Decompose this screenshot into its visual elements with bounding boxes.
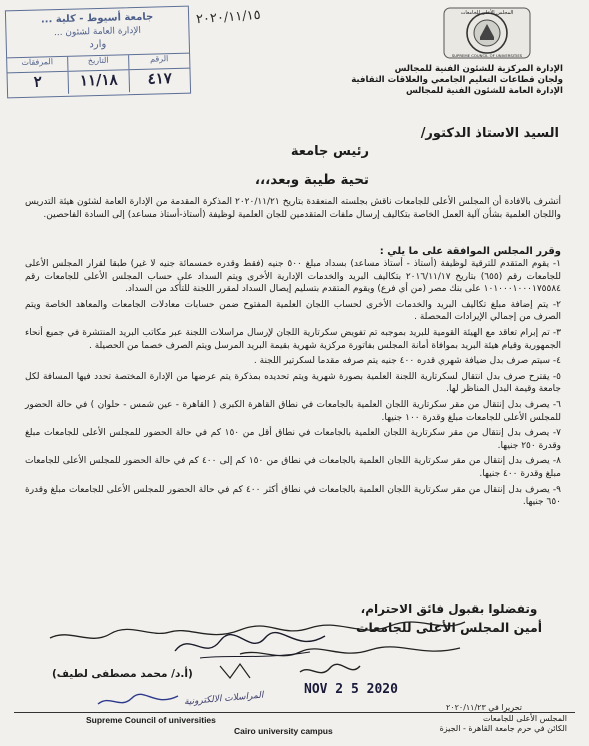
decision-list <box>25 258 561 512</box>
stamp-line-1: جامعة أسيوط - كلية ... <box>40 11 154 26</box>
list-item: ١- يقوم المتقدم للترقية لوظيفة (أستاذ - أستاذ مساعد) بسداد مبلغ ٥٠٠ جنيه (فقط وقدره خمسمائة جنيه لا غير) طبقا لقرار المجلس الأعلى للجامعات رقم (٦٥٥) بتاريخ ٢٠١٦/١١/١٧ بتكاليف البريد والخدمات الإدارية الأخرى ويتم السداد على حساب المجلس الأعلى للجامعات رقم ١٠١٠٠٠١٠٠٠١٧٥٥٨٤ على بنك مصر (من أي فرع) ويقوم المتقدم بتسليم إيصال السداد لمقرر اللجنة للتأكد من السداد. <box>25 259 562 295</box>
decision-heading: وقرر المجلس الموافقة على ما يلي : <box>379 246 561 257</box>
stamp-value-attachments: ٢ <box>33 72 43 91</box>
list-item: ٦- يصرف بدل إنتقال من مقر سكرتارية اللجان العلمية بالجامعات في نطاق القاهرة الكبرى ( القاهرة - عين شمس - حلوان ) في حالة الحضور للمجلس الأعلى للجامعات مبلغ وقدرة ١٠٠ جنيها. <box>25 399 561 423</box>
written-on-date: تحريرا في ٢٠٢٠/١١/٢٣ <box>446 703 523 712</box>
stamp-header-attachments: المرفقات <box>21 57 54 68</box>
stamp-header-date: التاريخ <box>67 55 128 71</box>
greeting: تحية طيبة وبعد،،، <box>254 172 369 188</box>
stamp-line-2: الإدارة العامة لشئون ... <box>53 25 142 39</box>
stamp-values <box>8 69 191 96</box>
stamp-header-number: الرقم <box>128 54 189 70</box>
logo-text-ar: المجلس الأعلى للجامعات <box>460 10 514 16</box>
list-item: ٧- يصرف بدل إنتقال من مقر سكرتارية اللجان العلمية بالجامعات في نطاق أقل من ١٥٠ كم في حالة الحضور للمجلس الأعلى للجامعات مبلغ وقدرة ٢٥٠ جنيها. <box>25 428 561 451</box>
org-line-3: الإدارة العامة للشئون الفنية للمجالس <box>405 86 563 96</box>
intro-paragraph: أتشرف بالافادة أن المجلس الأعلى للجامعات ناقش بجلسته المنعقدة بتاريخ ٢٠٢٠/١١/٢١ المذكرة المقدمة من الإدارة العامة لشئون هيئة التدريس واللجان العلمية بشأن آلية العمل الخاصة بتكاليف إرسال ملفات المتقدمين للجان العلمية لوظيفة (أستاذ-أستاذ مساعد) إلى السادة الفاحصين. <box>25 197 562 220</box>
stamp-value-number: ٤١٧ <box>128 69 190 93</box>
list-item: ٢- يتم إضافة مبلغ تكاليف البريد والخدمات الأخرى لحساب اللجان العلمية المفتوح ضمن حسابات معادلات الجامعات والمعاهد الخاصة ويتم الصرف من إجمالي الإيرادات المحصلة . <box>25 299 561 323</box>
closing-regards: وتفضلوا بقبول فائق الاحترام، <box>360 602 538 616</box>
issuing-department <box>233 64 563 97</box>
council-logo-icon <box>442 4 532 62</box>
closing-title: أمين المجلس الأعلى للجامعات <box>356 620 542 635</box>
footer-ar-line-2: الكائن في حرم جامعة القاهرة - الجيزة <box>439 724 567 733</box>
footer-council-en: Supreme Council of universities <box>86 715 216 725</box>
addressee-university: رئيس جامعة <box>290 144 369 159</box>
footer-address-ar <box>440 714 567 734</box>
list-item: ٥- يقترح صرف بدل انتقال لسكرتارية اللجنة العلمية بصورة شهرية ويتم تحديده بمذكرة يتم عرضها من الإدارة المختصة تحدد فيها المسافة لكل جامعة وقيمة البدل المناظر لها. <box>25 371 561 395</box>
logo-text-en: SUPREME COUNCIL OF UNIVERSITIES <box>451 53 523 58</box>
signature-icon <box>170 626 330 666</box>
list-item: ٤- سيتم صرف بدل ضيافة شهري قدره ٤٠٠ جنيه يتم صرفه مقدما لسكرتير اللجنة . <box>253 356 561 367</box>
footer-divider <box>14 712 575 713</box>
list-item: ٣- تم إبرام تعاقد مع الهيئة القومية للبريد بموجبه تم تفويض سكرتارية اللجان لإرسال مراسلات اللجنة عبر مكاتب البريد المنتشرة في جميع أنحاء الجمهورية وقيام هيئة البريد بموافاة أمانة المجلس بفاتورة مركزية شهرية بقيمة البريد المرسل ويتم الصرف خصما من الحصيلة . <box>25 327 561 351</box>
blue-ink-mark-icon <box>96 690 180 712</box>
addressee-title: السيد الاستاذ الدكتور/ <box>420 126 559 141</box>
received-date-stamp: NOV 2 5 2020 <box>304 682 398 697</box>
e-correspondence-stamp: المراسلات الالكترونية <box>183 690 264 708</box>
incoming-stamp <box>5 6 191 99</box>
list-item: ٩- يصرف بدل إنتقال من مقر سكرتارية اللجان العلمية بالجامعات في نطاق أكثر ٤٠٠ كم في حالة الحضور للمجلس الأعلى للجامعات مبلغ وقدرة ٦٥٠ جنيها. <box>25 484 561 508</box>
signatory-name: (أ.د/ محمد مصطفى لطيف) <box>52 668 193 680</box>
stamp-line-3: وارد <box>89 38 107 51</box>
stamp-value-date: ١١/١٨ <box>68 70 130 94</box>
footer-ar-line-1: المجلس الأعلى للجامعات <box>482 714 567 723</box>
list-item: ٨- يصرف بدل إنتقال من مقر سكرتارية اللجان العلمية بالجامعات في نطاق من ١٥٠ كم إلى ٤٠٠ كم في حالة الحضور للمجلس الأعلى للجامعات مبلغ وقدرة ٤٠٠ جنيها. <box>25 456 562 479</box>
footer-campus-en: Cairo university campus <box>234 726 333 736</box>
org-line-2: ولجان قطاعات التعليم الجامعي والعلاقات الثقافية <box>351 75 563 85</box>
org-line-1: الإدارة المركزية للشئون الفنية للمجالس <box>394 64 563 74</box>
stamp-handwritten-date: ٢٠٢٠/١١/١٥ <box>195 7 262 28</box>
